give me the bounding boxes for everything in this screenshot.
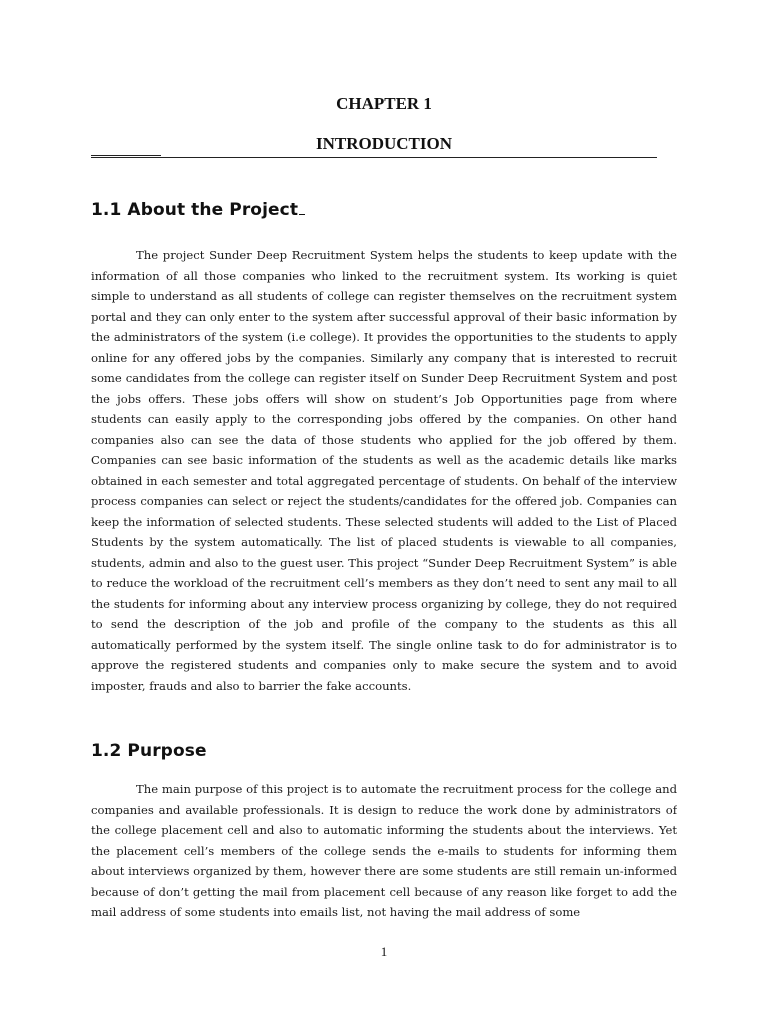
title-rule: [91, 157, 657, 158]
section-heading-purpose: 1.2 Purpose: [91, 741, 207, 761]
section-body-purpose: The main purpose of this project is to automate the recruitment process for the college and companies and available professionals. It is design to reduce the work done by administrators of the college placement cell and also to automatic informing the students about the interviews. Yet the placement cell’s members of the college sends the e-mails to students for informing them about interviews organized by them, however there are some students are still remain un-informed because of don’t getting the mail from placement cell because of any reason like forget to add the mail address of some students into emails list, not having the mail address of some: [91, 782, 677, 919]
section-heading-about-text: 1.1 About the Project: [91, 200, 299, 220]
page-number: 1: [380, 944, 388, 959]
heading-underline-mark: [299, 214, 305, 215]
chapter-title: INTRODUCTION: [315, 134, 453, 153]
title-rule-accent: [91, 155, 161, 156]
section-heading-about: [91, 200, 305, 220]
section-body-about: The project Sunder Deep Recruitment System helps the students to keep update with the information of all those companies who linked to the recruitment system. Its working is quiet simple to understand as all students of college can register themselves on the recruitment system portal and they can only enter to the system after successful approval of their basic information by the administrators of the system (i.e college). It provides the opportunities to the students to apply online for any offered jobs by the companies. Similarly any company that is interested to recruit some candidates from the college can register itself on Sunder Deep Recruitment System and post the jobs offers. These jobs offers will show on student’s Job Opportunities page from where students can easily apply to the corresponding jobs offered by the companies. On other hand companies also can see the data of those students who applied for the job offered by them. Companies can see basic information of the students as well as the academic details like marks obtained in each semester and total aggregated percentage of students. On behalf of the interview process companies can select or reject the students/candidates for the offered job. Companies can keep the information of selected students. These selected students will added to the List of Placed Students by the system automatically. The list of placed students is viewable to all companies, students, admin and also to the guest user. This project “Sunder Deep Recruitment System” is able to reduce the workload of the recruitment cell’s members as they don’t need to sent any mail to all the students for informing about any interview process organizing by college, they do not required to send the description of the job and profile of the company to the students as this all automatically performed by the system itself. The single online task to do for administrator is to approve the registered students and companies only to make secure the system and to avoid imposter, frauds and also to barrier the fake accounts.: [91, 248, 677, 693]
chapter-number: CHAPTER 1: [336, 94, 432, 113]
